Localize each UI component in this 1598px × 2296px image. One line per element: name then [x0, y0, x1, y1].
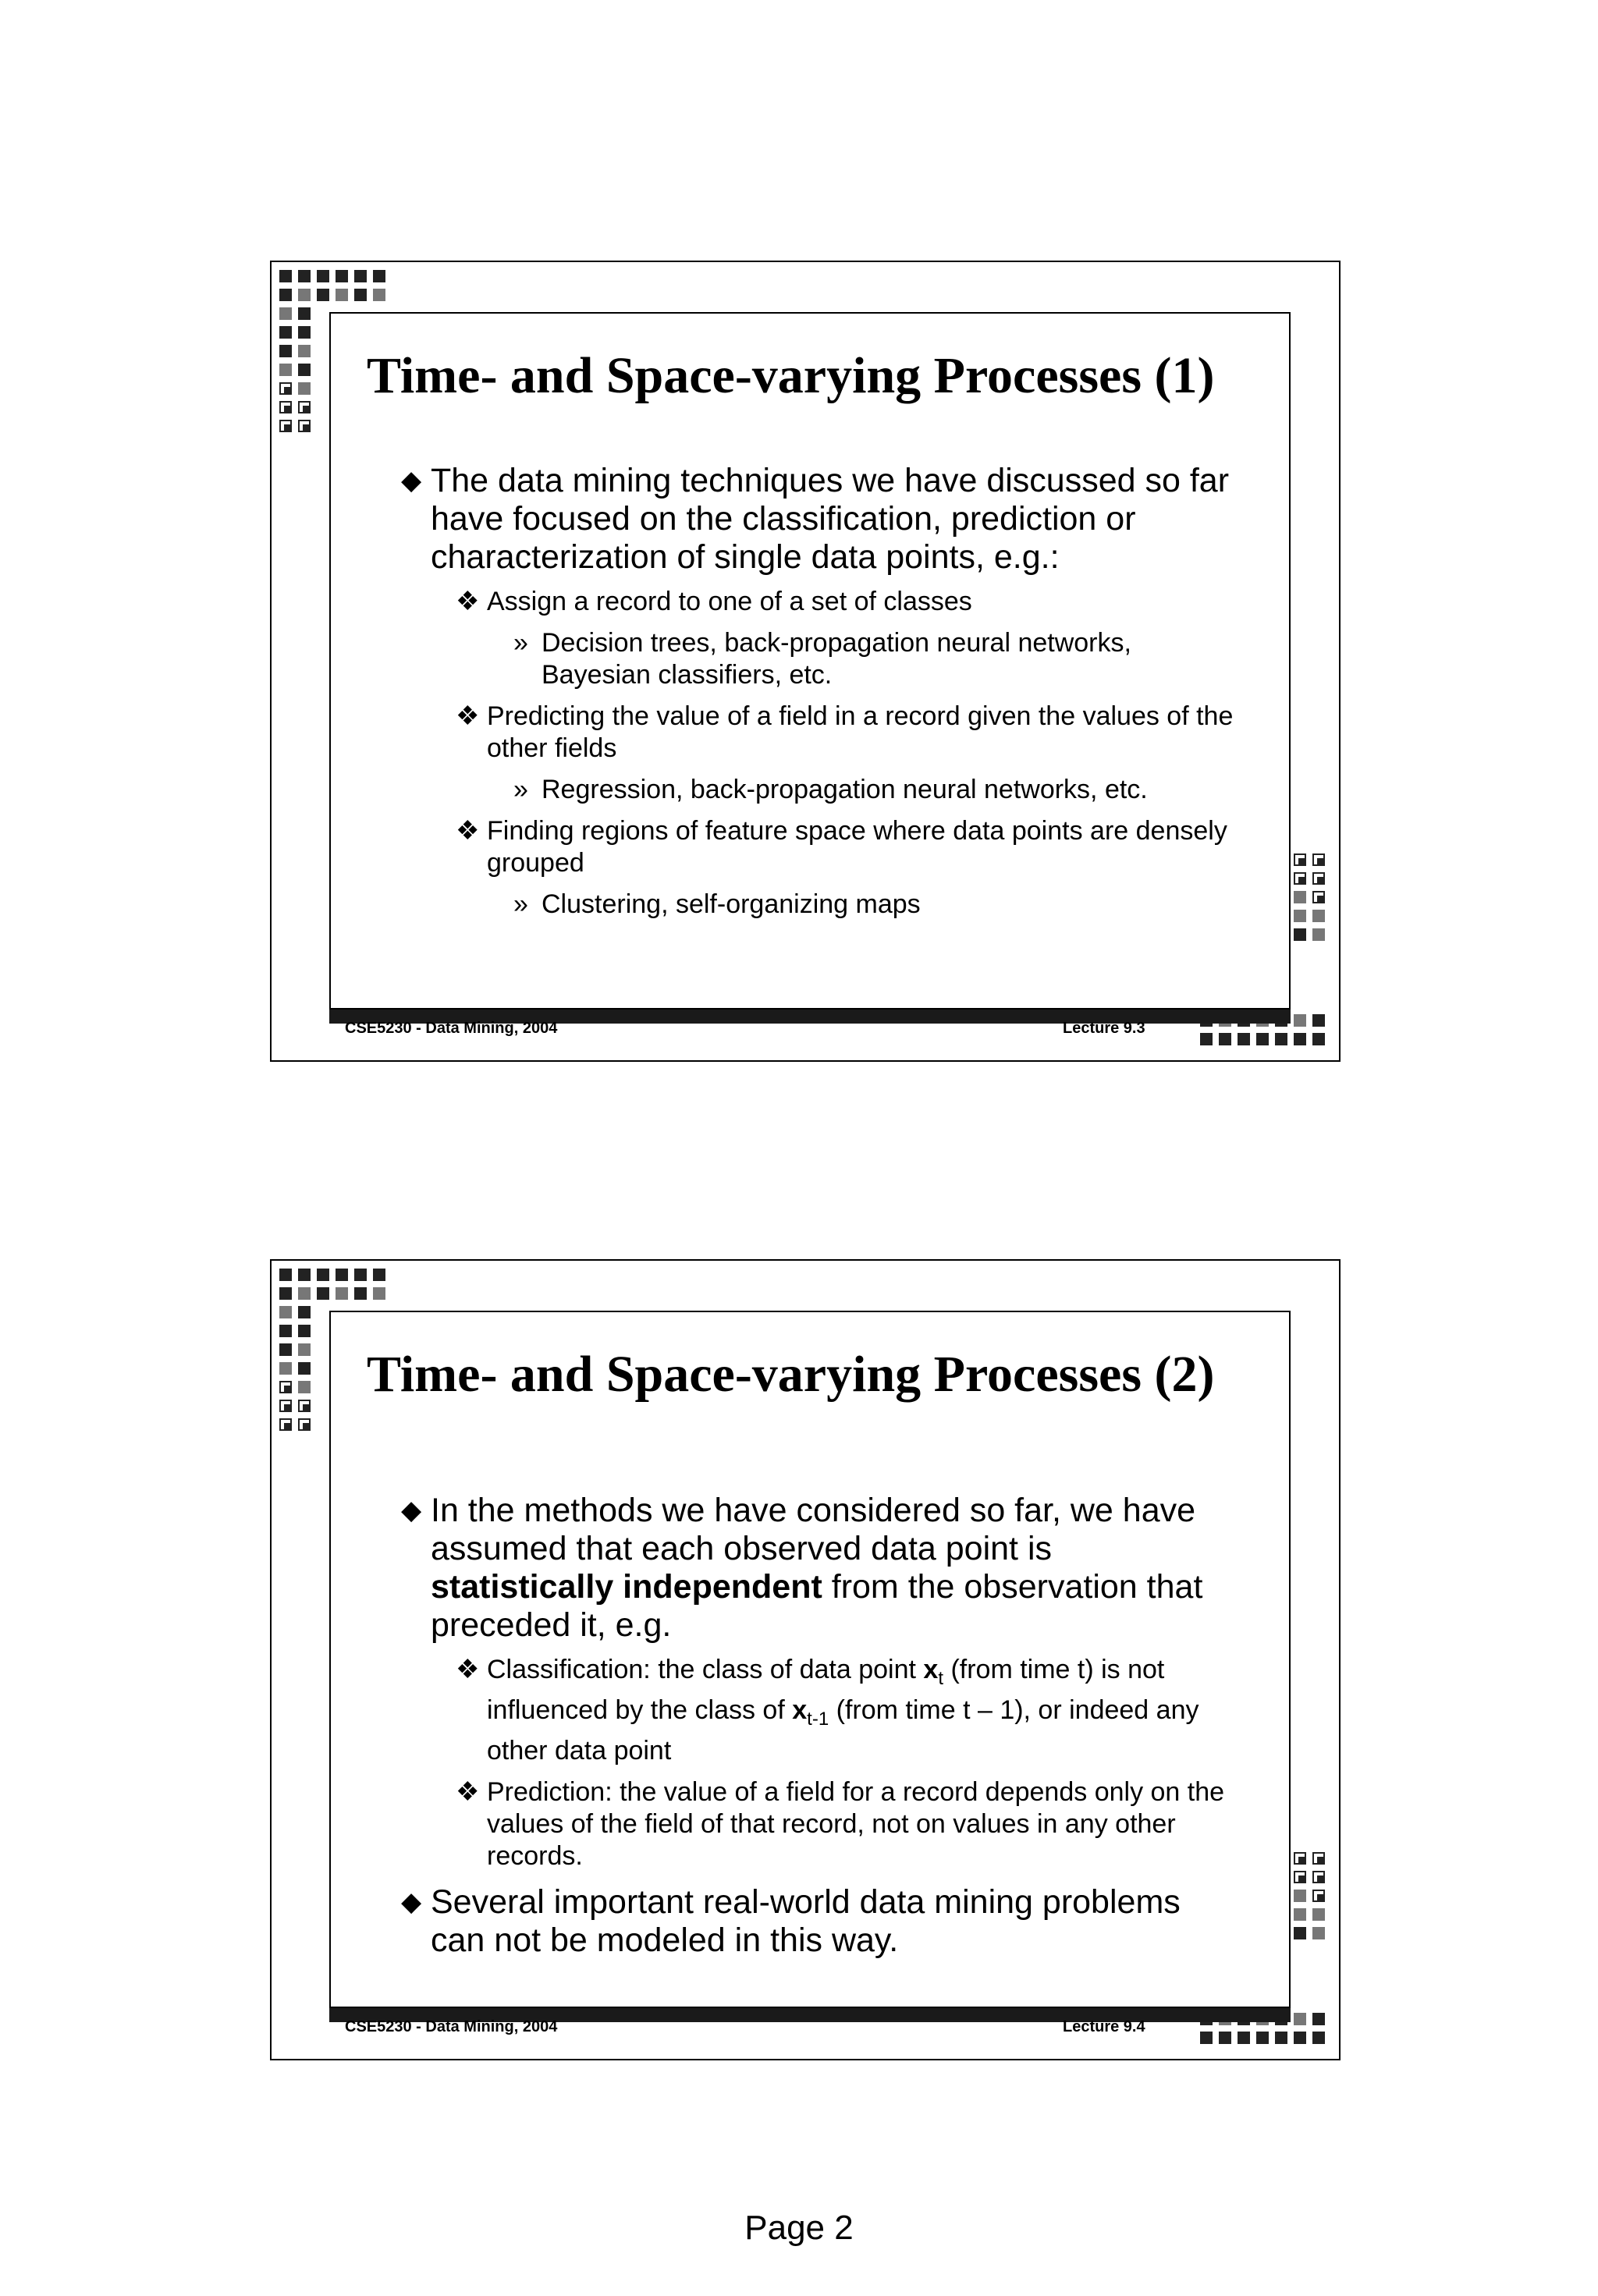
bullet-text: Clustering, self-organizing maps: [542, 889, 921, 919]
four-diamond-bullet-icon: ❖: [456, 587, 480, 616]
bullet-text: Assign a record to one of a set of classes: [487, 587, 972, 616]
corner-pattern-left-column: [279, 326, 311, 432]
bullet-text: Several important real-world data mining problems can not be modeled in this way.: [431, 1883, 1181, 1959]
four-diamond-bullet-icon: ❖: [456, 701, 480, 731]
corner-pattern-bottom-row: [1200, 2013, 1325, 2044]
slide-title: Time- and Space-varying Processes (2): [367, 1346, 1215, 1403]
bullet-level-3: [401, 889, 1244, 921]
four-diamond-bullet-icon: ❖: [456, 816, 480, 846]
slide-footer-lecture: Lecture 9.3: [1063, 1020, 1145, 1037]
bullet-level-1: [401, 1492, 1244, 1645]
slide-content-panel: [329, 312, 1291, 1010]
slide-content-panel: [329, 1311, 1291, 2008]
bullet-text: from the observation that preceded it, e.g.: [431, 1568, 1203, 1644]
four-diamond-bullet-icon: ❖: [456, 1655, 480, 1684]
slide-2: [270, 1259, 1341, 2060]
slide-footer-course: CSE5230 - Data Mining, 2004: [345, 2018, 558, 2035]
bullet-level-1: [401, 462, 1244, 577]
slide-title: Time- and Space-varying Processes (1): [367, 347, 1215, 404]
variable-x: x: [792, 1694, 808, 1725]
corner-pattern-left-column: [279, 1325, 311, 1431]
bullet-text: The data mining techniques we have discussed so far have focused on the classification, prediction or characterization of single data points, e.g.:: [431, 462, 1230, 576]
bullet-level-2: [401, 586, 1244, 618]
bullet-text: Predicting the value of a field in a record given the values of the other fields: [487, 701, 1234, 763]
bullet-text: Classification: the class of data point: [487, 1655, 924, 1684]
bullet-emphasis: statistically independent: [431, 1568, 822, 1606]
bullet-level-2: [401, 1776, 1244, 1872]
bullet-text: Decision trees, back-propagation neural networks, Bayesian classifiers, etc.: [542, 628, 1131, 690]
corner-pattern-bottom-row: [1200, 1014, 1325, 1045]
bullet-text: Regression, back-propagation neural networks, etc.: [542, 775, 1148, 804]
slide-body: [401, 1492, 1244, 1969]
bullet-level-3: [401, 627, 1244, 691]
slide-1: [270, 261, 1341, 1062]
slide-body: [401, 462, 1244, 930]
double-chevron-bullet-icon: »: [513, 889, 528, 919]
diamond-bullet-icon: ◆: [401, 466, 422, 495]
bullet-text: Prediction: the value of a field for a record depends only on the values of the field of that record, not on values in any other records.: [487, 1776, 1225, 1871]
corner-pattern-bottom-right: [1294, 1852, 1325, 1939]
variable-x: x: [923, 1655, 939, 1684]
double-chevron-bullet-icon: »: [513, 775, 528, 804]
bullet-level-2: [401, 1654, 1244, 1767]
bullet-text: (from time t – 1), or indeed any other data point: [487, 1694, 1199, 1765]
subscript: t-1: [807, 1708, 829, 1730]
bullet-level-2: [401, 815, 1244, 879]
bullet-level-1: [401, 1883, 1244, 1960]
bullet-level-3: [401, 774, 1244, 806]
diamond-bullet-icon: ◆: [401, 1496, 422, 1525]
double-chevron-bullet-icon: »: [513, 628, 528, 658]
slide-footer-course: CSE5230 - Data Mining, 2004: [345, 1020, 558, 1037]
diamond-bullet-icon: ◆: [401, 1886, 422, 1917]
bullet-text: In the methods we have considered so far, we have assumed that each observed data point is: [431, 1492, 1196, 1567]
slide-footer-lecture: Lecture 9.4: [1063, 2018, 1145, 2035]
four-diamond-bullet-icon: ❖: [456, 1776, 480, 1807]
bullet-text: Finding regions of feature space where data points are densely grouped: [487, 816, 1227, 878]
bullet-text: (from time t) is not influenced by the class of: [487, 1655, 1165, 1725]
corner-pattern-bottom-right: [1294, 853, 1325, 941]
subscript: t: [938, 1667, 943, 1689]
bullet-level-2: [401, 701, 1244, 765]
page-number: Page 2: [744, 2209, 854, 2247]
